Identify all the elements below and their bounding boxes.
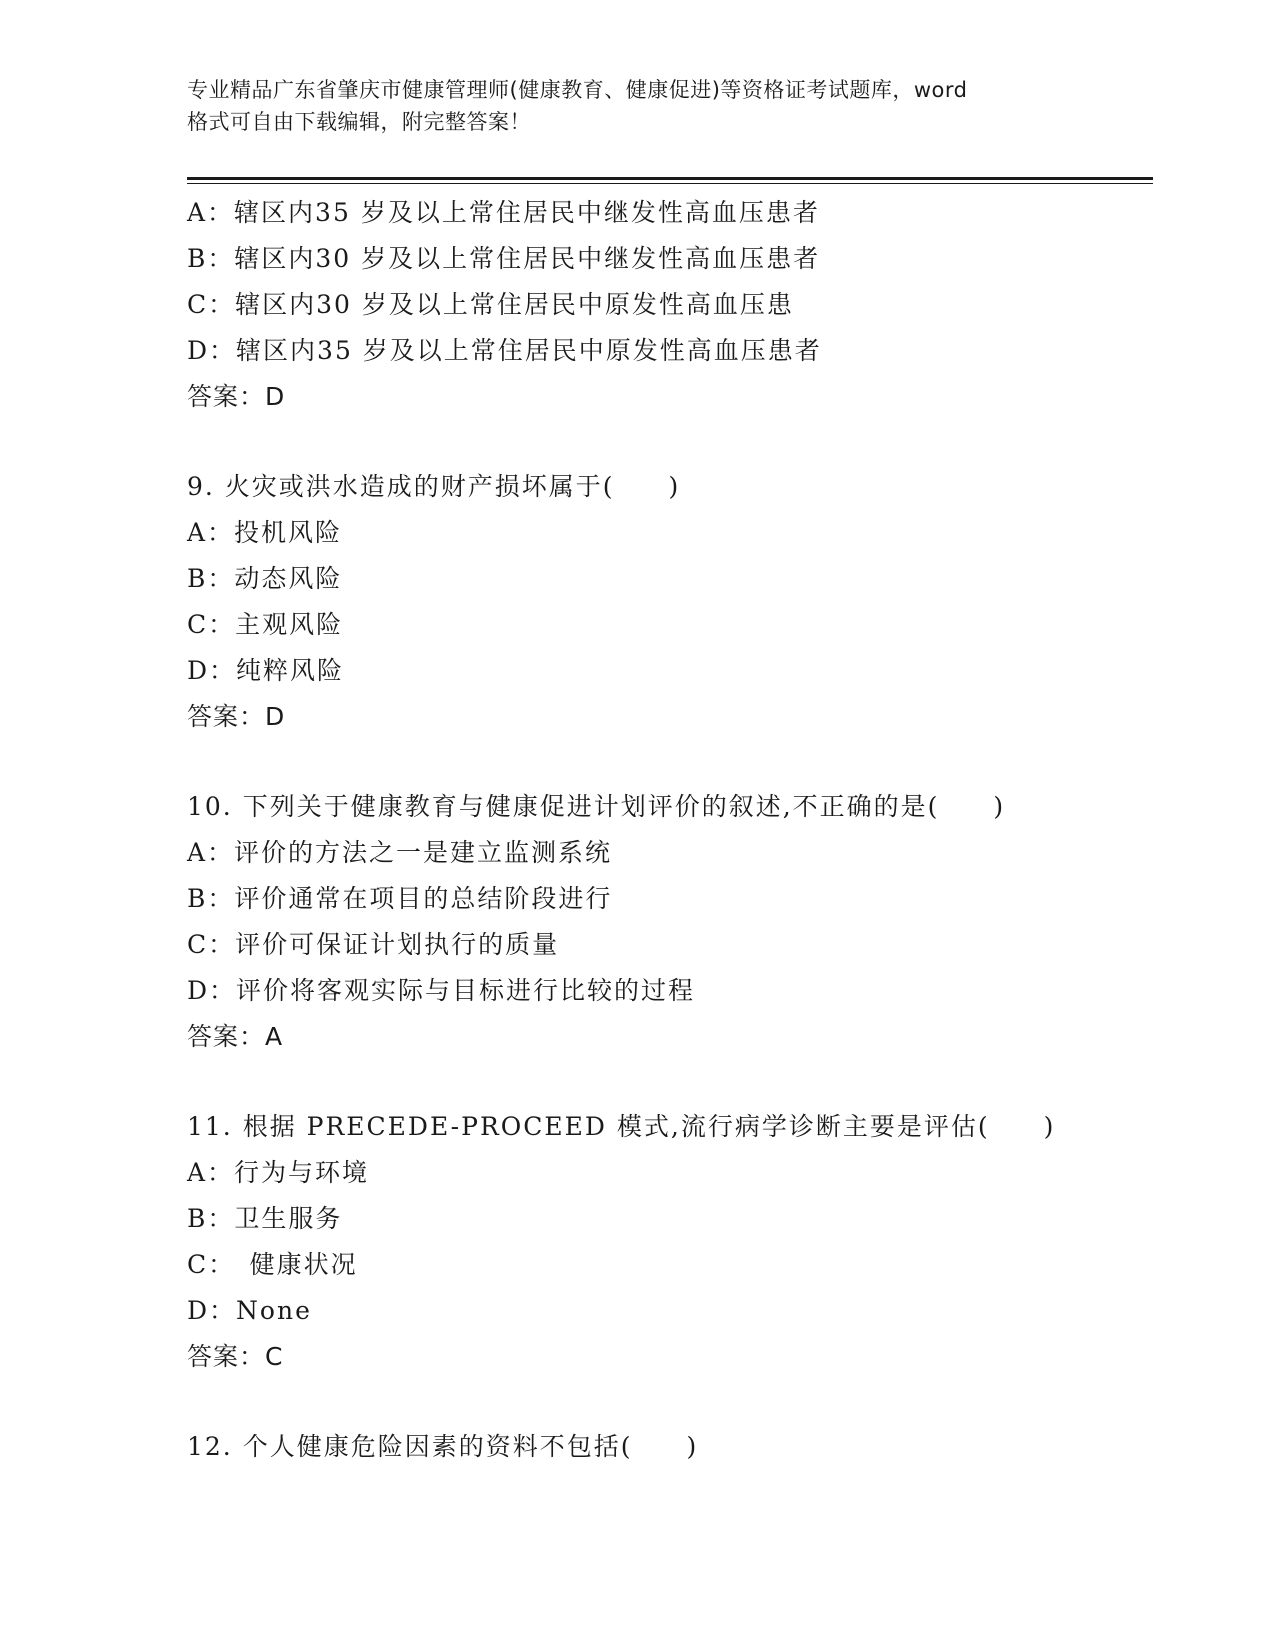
option-c: C：主观风险 — [187, 610, 344, 639]
question-12 — [187, 1424, 1147, 1470]
option-a: A：辖区内35 岁及以上常住居民中继发性高血压患者 — [187, 198, 820, 227]
header-line-1: 专业精品广东省肇庆市健康管理师(健康教育、健康促进)等资格证考试题库，word — [187, 78, 968, 102]
option-a: A：评价的方法之一是建立监测系统 — [187, 838, 613, 867]
question-9 — [187, 464, 1147, 740]
option-c: C：评价可保证计划执行的质量 — [187, 930, 560, 959]
answer: 答案：A — [187, 1022, 284, 1051]
answer: 答案：C — [187, 1342, 284, 1371]
option-d: D：评价将客观实际与目标进行比较的过程 — [187, 976, 696, 1005]
answer: 答案：D — [187, 702, 286, 731]
header-divider-thin — [187, 183, 1153, 184]
option-d: D：纯粹风险 — [187, 656, 345, 685]
option-b: B：动态风险 — [187, 564, 343, 593]
question-list — [187, 190, 1147, 1470]
option-a: A：行为与环境 — [187, 1158, 370, 1187]
question-title: 12. 个人健康危险因素的资料不包括( ) — [187, 1432, 699, 1461]
option-b: B：评价通常在项目的总结阶段进行 — [187, 884, 613, 913]
question-title: 10. 下列关于健康教育与健康促进计划评价的叙述,不正确的是( ) — [187, 792, 1006, 821]
question-title: 9. 火灾或洪水造成的财产损坏属于( ) — [187, 472, 681, 501]
option-d: D：None — [187, 1296, 312, 1325]
option-c: C： 健康状况 — [187, 1250, 358, 1279]
question-11 — [187, 1104, 1147, 1380]
option-d: D：辖区内35 岁及以上常住居民中原发性高血压患者 — [187, 336, 822, 365]
question-title: 11. 根据 PRECEDE-PROCEED 模式,流行病学诊断主要是评估( ) — [187, 1112, 1056, 1141]
option-b: B：卫生服务 — [187, 1204, 343, 1233]
question-10 — [187, 784, 1147, 1060]
option-a: A：投机风险 — [187, 518, 343, 547]
header-divider-thick — [187, 177, 1153, 180]
answer: 答案：D — [187, 382, 286, 411]
option-c: C：辖区内30 岁及以上常住居民中原发性高血压患 — [187, 290, 794, 319]
question-8 — [187, 190, 1147, 420]
option-b: B：辖区内30 岁及以上常住居民中继发性高血压患者 — [187, 244, 821, 273]
header-line-2: 格式可自由下载编辑，附完整答案！ — [187, 110, 531, 134]
document-header — [187, 74, 1087, 138]
